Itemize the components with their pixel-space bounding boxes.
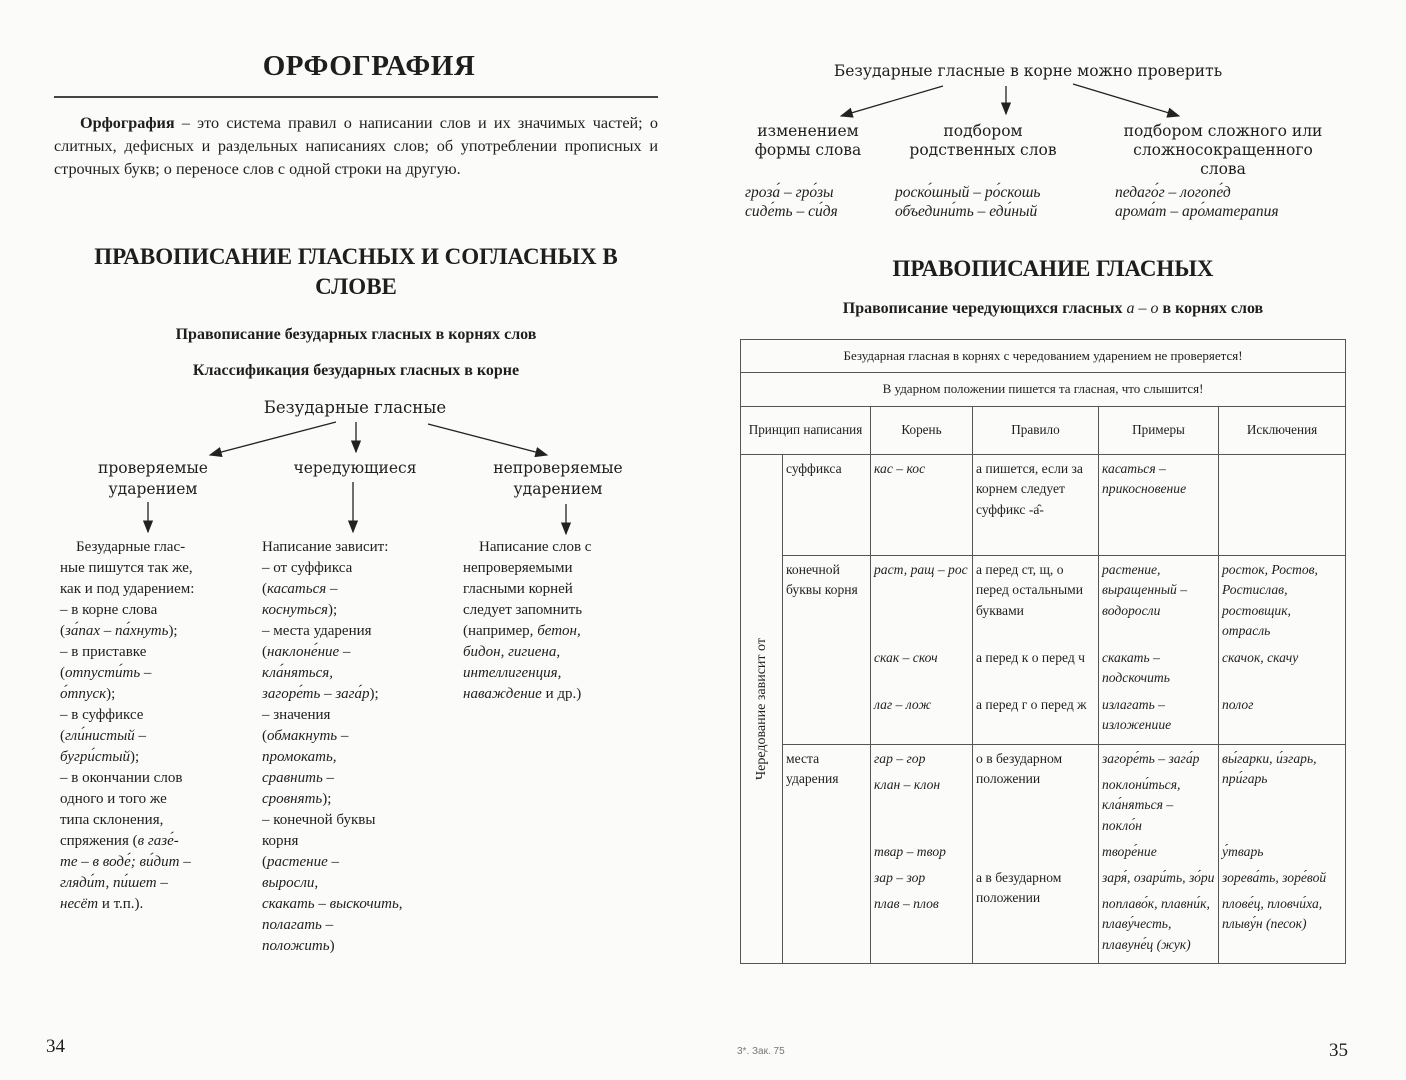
vertical-label-cell xyxy=(741,454,783,963)
example: педаго́г – логопе́д xyxy=(1115,184,1231,201)
arrow-right xyxy=(428,424,547,455)
example-text: сровнять xyxy=(262,791,323,807)
detail-line: Написание зависит: xyxy=(262,539,389,555)
header-principle: Принцип написания xyxy=(741,406,871,454)
rule-value xyxy=(976,842,1095,868)
detail-text: ); xyxy=(322,791,332,807)
detail-line: типа склонения, xyxy=(60,812,164,828)
header-exceptions: Исключения xyxy=(1219,406,1346,454)
check-tree-root: Безударные гласные в корне можно проверить xyxy=(833,62,1223,80)
example: объедини́ть – еди́ный xyxy=(895,203,1038,220)
table-note-1: Безударная гласная в корнях с чередованием ударением не проверяется! xyxy=(741,340,1346,373)
root-value: зар – зор xyxy=(874,869,926,885)
detail-text: и т.п.). xyxy=(98,896,144,912)
branch-alternating: чередующиеся xyxy=(293,459,417,477)
detail-line xyxy=(262,873,458,894)
rule-value: а перед к о перед ч xyxy=(976,649,1086,665)
arrow-right xyxy=(1073,84,1179,116)
exceptions-cell xyxy=(1219,744,1346,963)
detail-line: как и под ударением: xyxy=(60,581,195,597)
example-text: отпусти́ть – xyxy=(65,665,152,681)
detail-text: ); xyxy=(369,686,379,702)
detail-line: – в окончании слов xyxy=(60,770,183,786)
detail-line xyxy=(60,621,248,642)
detail-text: ); xyxy=(328,602,338,618)
table-row xyxy=(741,454,1346,555)
subsection-title: Правописание безударных гласных в корнях слов xyxy=(175,326,537,343)
detail-line: ные пишутся так же, xyxy=(60,560,193,576)
example-text: скакать – выскочить, xyxy=(262,896,403,912)
example-text: касаться – xyxy=(267,581,338,597)
detail-text: ( xyxy=(60,665,65,681)
print-code: 3*. Зак. 75 xyxy=(737,1046,785,1057)
intro-text: – это система правил о написании слов и их значимых частей; о слитных, дефисных и раздельных написаниях слов; об употреблении прописных и строчных букв; о переносе слов с одной строки на другую. xyxy=(54,114,658,178)
example-text: в газе́- xyxy=(137,833,179,849)
detail-line xyxy=(262,726,458,747)
subsection-title-pre: Правописание чередующихся гласных xyxy=(842,300,1127,317)
header-examples: Примеры xyxy=(1099,406,1219,454)
section-title: ПРАВОПИСАНИЕ ГЛАСНЫХ xyxy=(892,256,1214,281)
root-cell: кас – кос xyxy=(871,454,973,555)
exceptions-cell xyxy=(1219,454,1346,555)
branch-checked-details xyxy=(60,537,248,915)
detail-line: непроверяемыми xyxy=(463,560,573,576)
rule-cell: а пишется, если за корнем следует суффикс -а̂- xyxy=(973,454,1099,555)
detail-line xyxy=(463,684,663,705)
alternating-vowels-table xyxy=(740,339,1346,964)
example-text: несёт xyxy=(60,896,99,912)
principle-cell: места ударения xyxy=(783,744,871,963)
detail-line: корня xyxy=(262,833,299,849)
detail-text: ); xyxy=(106,686,116,702)
examples-cell xyxy=(1099,555,1219,744)
detail-text: ( xyxy=(262,581,267,597)
example-text: бугри́стый xyxy=(60,749,131,765)
subsection-title xyxy=(763,300,1343,318)
check-examples-form xyxy=(745,183,838,221)
example-text: бетон, xyxy=(537,623,581,639)
examples-cell: касаться – прикосновение xyxy=(1099,454,1219,555)
detail-line xyxy=(60,684,248,705)
detail-line xyxy=(60,894,248,915)
root-value: раст, ращ – рос xyxy=(874,561,968,577)
rule-cell xyxy=(973,744,1099,963)
exception-value: вы́гарки, и́згарь, при́гарь xyxy=(1222,750,1317,787)
exception-value: плове́ц, пловчи́ха, плыву́н (песок) xyxy=(1222,895,1323,932)
check-branch-compound: подбором сложного или сложносокращенного слова xyxy=(1123,122,1323,178)
detail-text: ); xyxy=(130,749,140,765)
arrow-left xyxy=(841,86,943,116)
detail-line: одного и того же xyxy=(60,791,167,807)
example-text: наваждение xyxy=(463,686,542,702)
example: роско́шный – ро́скошь xyxy=(895,184,1041,201)
detail-line xyxy=(60,873,248,894)
detail-line xyxy=(60,726,248,747)
table-row xyxy=(741,555,1346,744)
detail-text: ( xyxy=(262,854,267,870)
detail-line xyxy=(463,642,663,663)
rule-value: а в безударном положении xyxy=(976,869,1062,906)
check-examples-compound xyxy=(1115,183,1279,221)
example-text: о́тпуск xyxy=(60,686,107,702)
detail-line xyxy=(463,663,663,684)
example-text: за́пах – па́хнуть xyxy=(65,623,169,639)
detail-line xyxy=(262,642,458,663)
root-value: плав – плов xyxy=(874,895,939,911)
example-value: поклони́ться, кла́няться – покло́н xyxy=(1102,776,1181,833)
intro-term: Орфография xyxy=(80,114,175,132)
subsection-title-post: в корнях слов xyxy=(1158,300,1264,317)
detail-text: ( xyxy=(262,728,267,744)
rule-cell xyxy=(973,555,1099,744)
example: сиде́ть – си́дя xyxy=(745,203,838,220)
detail-line: Написание слов с xyxy=(479,539,592,555)
example-text: обмакнуть – xyxy=(267,728,349,744)
classification-title: Классификация безударных гласных в корне xyxy=(192,362,520,379)
example-text: растение – xyxy=(267,854,339,870)
header-rule: Правило xyxy=(973,406,1099,454)
example-text: кла́няться, xyxy=(262,665,333,681)
detail-line xyxy=(262,936,458,957)
detail-line xyxy=(262,600,458,621)
right-page xyxy=(703,0,1406,1080)
detail-line: Безударные глас- xyxy=(76,539,186,555)
branch-alternating-details xyxy=(262,537,458,957)
branch-checked: проверяемые ударением xyxy=(98,459,208,498)
example-text: интеллигенция, xyxy=(463,665,562,681)
detail-line xyxy=(262,894,458,915)
example-text: загоре́ть – зага́р xyxy=(262,686,370,702)
detail-line xyxy=(463,621,663,642)
detail-line xyxy=(262,915,458,936)
example-text: выросли, xyxy=(262,875,319,891)
detail-line xyxy=(60,852,248,873)
example-text: гли́нистый – xyxy=(65,728,147,744)
examples-cell xyxy=(1099,744,1219,963)
branch-unchecked: непроверяемые ударением xyxy=(493,459,623,498)
example-value: заря́, озари́ть, зо́ри xyxy=(1102,869,1215,885)
detail-text: ( xyxy=(60,728,65,744)
example-text: сравнить – xyxy=(262,770,335,786)
exception-value: зорева́ть, зоре́вой xyxy=(1222,869,1327,885)
example-value: скакать – подскочить xyxy=(1102,649,1170,686)
detail-line xyxy=(60,747,248,768)
section-title: ПРАВОПИСАНИЕ ГЛАСНЫХ И СОГЛАСНЫХ В СЛОВЕ xyxy=(94,244,618,299)
check-examples-related xyxy=(895,183,1040,221)
detail-text: спряжения ( xyxy=(60,833,138,849)
example-text: наклоне́ние – xyxy=(267,644,351,660)
table-row xyxy=(741,744,1346,963)
example-text: коснуться xyxy=(262,602,328,618)
vertical-label: Чередование зависит от xyxy=(753,637,769,780)
detail-line xyxy=(262,768,458,789)
rule-value: о в безударном положении xyxy=(976,750,1063,787)
detail-line xyxy=(262,663,458,684)
example-value: излагать – изложениие xyxy=(1102,696,1172,733)
exceptions-cell xyxy=(1219,555,1346,744)
detail-line: – в суффиксе xyxy=(60,707,144,723)
detail-line: – в корне слова xyxy=(60,602,158,618)
example-value: поплаво́к, плавни́к, плаву́честь, плавуне́ц (жук) xyxy=(1102,895,1210,952)
root-value: скак – скоч xyxy=(874,649,938,665)
principle-cell: суффикса xyxy=(783,454,871,555)
example-text: те – в воде́; ви́дит – xyxy=(60,854,191,870)
detail-line xyxy=(60,831,248,852)
arrow-left xyxy=(210,422,336,455)
root-value: клан – клон xyxy=(874,776,941,792)
detail-line xyxy=(60,663,248,684)
example-value: загоре́ть – зага́р xyxy=(1102,750,1200,766)
detail-text: ); xyxy=(168,623,178,639)
exception-value: полог xyxy=(1222,696,1254,712)
detail-text: ( xyxy=(262,644,267,660)
header-root: Корень xyxy=(871,406,973,454)
root-cell xyxy=(871,555,973,744)
detail-text: и др.) xyxy=(541,686,582,702)
detail-text: (например, xyxy=(463,623,538,639)
principle-cell: конечной буквы корня xyxy=(783,555,871,744)
root-value: твар – твор xyxy=(874,843,946,859)
detail-line: следует запомнить xyxy=(463,602,583,618)
table-note-2: В ударном положении пишется та гласная, что слышится! xyxy=(741,373,1346,406)
detail-line: – от суффикса xyxy=(262,560,353,576)
example: гроза́ – гро́зы xyxy=(745,184,834,201)
example-value: творе́ние xyxy=(1102,843,1157,859)
page-number-right: 35 xyxy=(1329,1040,1348,1061)
rule-value: а перед г о перед ж xyxy=(976,696,1087,712)
detail-line xyxy=(262,579,458,600)
detail-line: гласными корней xyxy=(463,581,573,597)
check-branch-form: изменением формы слова xyxy=(754,122,862,159)
detail-text: ) xyxy=(329,938,335,954)
check-branch-related: подбором родственных слов xyxy=(909,122,1057,159)
detail-line xyxy=(262,684,458,705)
detail-text: ( xyxy=(60,623,65,639)
example-value: растение, выращенный – водоросли xyxy=(1102,561,1188,618)
detail-line: – места ударения xyxy=(262,623,372,639)
example-text: положить xyxy=(262,938,330,954)
detail-line xyxy=(262,789,458,810)
page-title: ОРФОГРАФИЯ xyxy=(262,50,476,82)
detail-line xyxy=(262,852,458,873)
exception-value: росток, Ростов, Ростислав, ростовщик, отрасль xyxy=(1222,561,1318,639)
branch-unchecked-details xyxy=(463,537,663,705)
exception-value: скачок, скачу xyxy=(1222,649,1299,665)
root-value: гар – гор xyxy=(874,750,926,766)
subsection-title-vowels: а – о xyxy=(1126,300,1159,317)
detail-line: – значения xyxy=(262,707,331,723)
rule-value: а перед ст, щ, о перед остальными буквами xyxy=(976,561,1083,618)
root-value: лаг – лож xyxy=(874,696,931,712)
detail-line xyxy=(262,747,458,768)
root-cell xyxy=(871,744,973,963)
detail-line: – в приставке xyxy=(60,644,147,660)
example-text: промокать, xyxy=(262,749,337,765)
exception-value: у́тварь xyxy=(1222,843,1264,859)
example-text: полагать – xyxy=(262,917,334,933)
tree-root: Безударные гласные xyxy=(263,398,447,417)
page-number-left: 34 xyxy=(46,1036,65,1057)
example: арома́т – аро́матерапия xyxy=(1115,203,1279,220)
detail-line: – конечной буквы xyxy=(262,812,376,828)
example-text: гляди́т, пи́шет – xyxy=(60,875,168,891)
example-text: бидон, гигиена, xyxy=(463,644,561,660)
